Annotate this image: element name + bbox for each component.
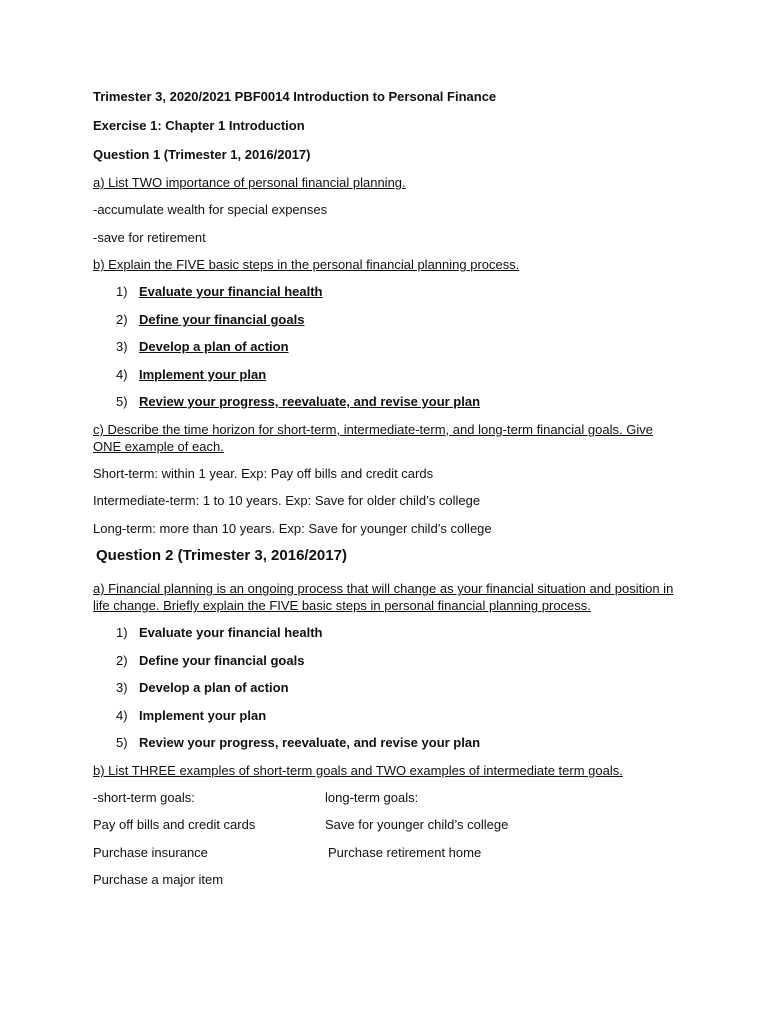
long-term-goal: Purchase retirement home — [328, 845, 482, 860]
step-text: Review your progress, reevaluate, and revise your plan — [139, 735, 481, 750]
q1-part-c-answer: Short-term: within 1 year. Exp: Pay off bills and credit cards — [93, 466, 434, 481]
q1-step-item — [116, 367, 266, 383]
q1-step-item — [116, 394, 480, 410]
step-number: 3) — [116, 680, 128, 695]
step-text: Implement your plan — [139, 367, 267, 382]
q1-part-c-prompt-cont: ONE example of each. — [93, 439, 224, 454]
q2-step-item — [116, 653, 304, 669]
step-number: 5) — [116, 394, 128, 409]
step-number: 4) — [116, 708, 128, 723]
step-text: Define your financial goals — [139, 312, 305, 327]
q1-part-a-answer: -accumulate wealth for special expenses — [93, 202, 328, 217]
q2-part-b-prompt: b) List THREE examples of short-term goals and TWO examples of intermediate term goals. — [93, 763, 623, 778]
step-number: 1) — [116, 625, 128, 640]
long-term-heading: long-term goals: — [325, 790, 419, 805]
q2-step-item — [116, 625, 323, 641]
q2-step-item — [116, 680, 289, 696]
step-number: 3) — [116, 339, 128, 354]
step-number: 2) — [116, 312, 128, 327]
q2-part-a-prompt-cont: life change. Briefly explain the FIVE basic steps in personal financial planning process. — [93, 598, 591, 613]
q1-part-c-answer: Long-term: more than 10 years. Exp: Save for younger child’s college — [93, 521, 492, 536]
step-text: Evaluate your financial health — [139, 284, 323, 299]
question2-title: Question 2 (Trimester 3, 2016/2017) — [96, 547, 347, 564]
q1-part-c-prompt: c) Describe the time horizon for short-term, intermediate-term, and long-term financial goals. Give — [93, 422, 653, 437]
step-text: Review your progress, reevaluate, and revise your plan — [139, 394, 481, 409]
short-term-goal: Pay off bills and credit cards — [93, 817, 256, 832]
short-term-goal: Purchase a major item — [93, 872, 224, 887]
q1-part-c-answer: Intermediate-term: 1 to 10 years. Exp: Save for older child’s college — [93, 493, 481, 508]
short-term-goal: Purchase insurance — [93, 845, 208, 860]
exercise-title: Exercise 1: Chapter 1 Introduction — [93, 118, 305, 133]
q1-step-item — [116, 339, 289, 355]
short-term-heading: -short-term goals: — [93, 790, 195, 805]
q2-step-item — [116, 735, 480, 751]
step-number: 2) — [116, 653, 128, 668]
question1-title: Question 1 (Trimester 1, 2016/2017) — [93, 147, 311, 162]
long-term-goal: Save for younger child’s college — [325, 817, 509, 832]
step-number: 5) — [116, 735, 128, 750]
step-text: Implement your plan — [139, 708, 267, 723]
q1-step-item — [116, 312, 304, 328]
step-number: 1) — [116, 284, 128, 299]
q1-part-a-prompt: a) List TWO importance of personal financial planning. — [93, 175, 406, 190]
q2-part-a-prompt: a) Financial planning is an ongoing process that will change as your financial situation and position in — [93, 581, 674, 596]
q1-part-b-prompt: b) Explain the FIVE basic steps in the personal financial planning process. — [93, 257, 520, 272]
step-text: Develop a plan of action — [139, 339, 289, 354]
q1-part-a-answer: -save for retirement — [93, 230, 206, 245]
q1-step-item — [116, 284, 323, 300]
course-title: Trimester 3, 2020/2021 PBF0014 Introduction to Personal Finance — [93, 89, 497, 104]
step-text: Develop a plan of action — [139, 680, 289, 695]
step-text: Define your financial goals — [139, 653, 305, 668]
q2-step-item — [116, 708, 266, 724]
step-number: 4) — [116, 367, 128, 382]
step-text: Evaluate your financial health — [139, 625, 323, 640]
